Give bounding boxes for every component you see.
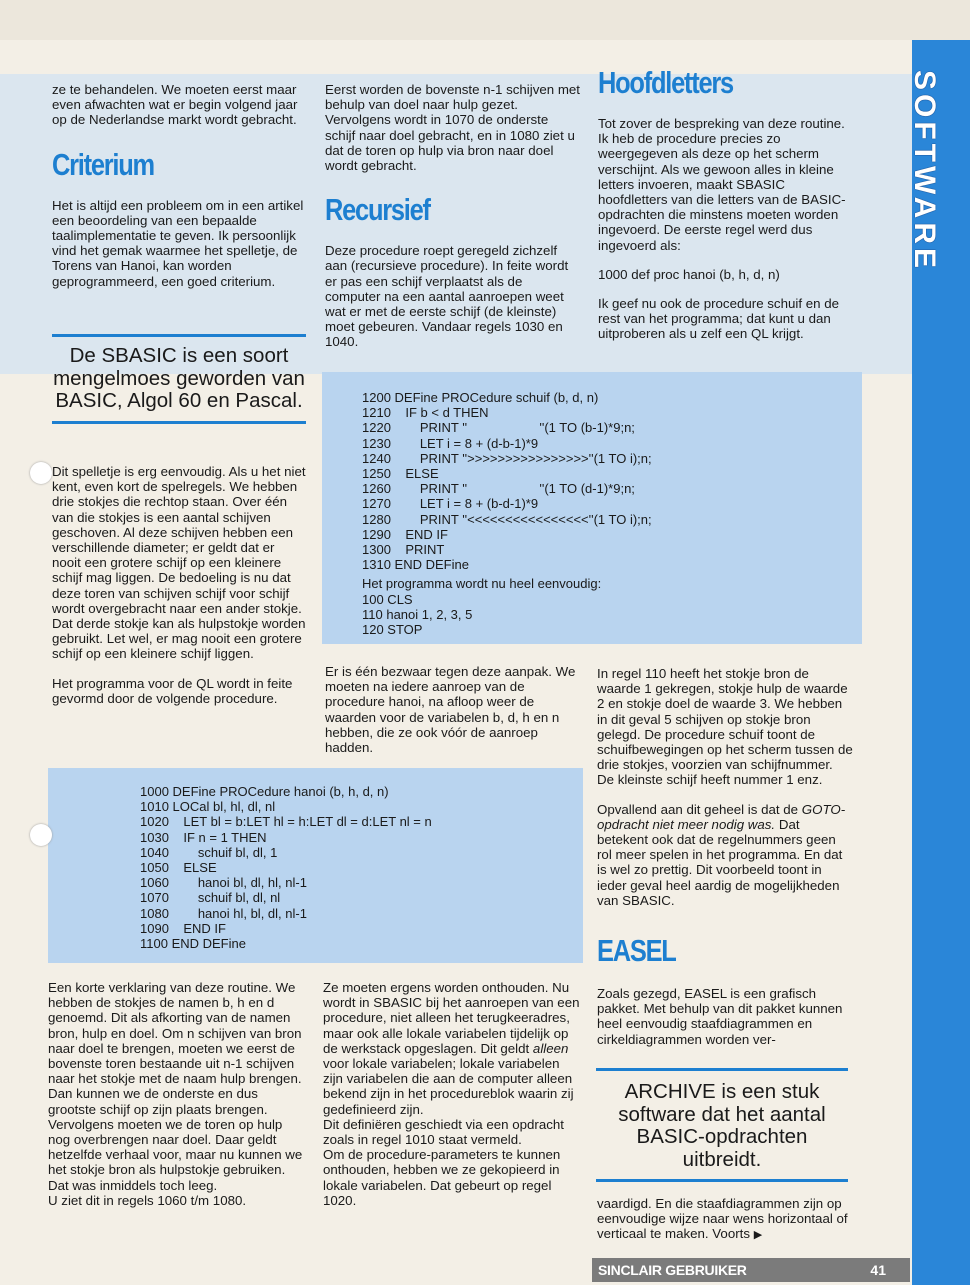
code-line: 100 CLS [362,591,413,607]
col2-paragraph-2: Deze procedure roept geregeld zichzelf aan (recursieve procedure). In feite wordt er pas een schijf verplaatst als de computer na een aantal aanroepen weet wat er met de eerste schijf (de kleinste) moet gebeuren. Vandaar regels 1030 en 1040. [325,243,569,350]
heading-criterium: Criterium [52,146,154,182]
code-line: 1310 END DEFine [362,557,469,573]
column-1-bottom [48,980,306,1222]
code-line: 1080 hanoi hl, bl, dl, nl-1 [140,905,307,921]
code-line: 1010 LOCal bl, hl, dl, nl [140,799,276,815]
col2-paragraph-6: Om de procedure-parameters te kunnen onthouden, hebben we ze gekopieerd in lokale variabelen. Dat gebeurt op regel 1020. [323,1147,561,1208]
col3-paragraph-1: Tot zover de bespreking van deze routine. Ik heb de procedure precies zo weergegeven als deze op het scherm verschijnt. Als we gewoon alles in kleine letters invoeren, maakt SBASIC hoofdletters van die letters van de BASIC-opdrachten die minstens moeten worden ingevoerd. De eerste regel werd dus ingevoerd als: [598,116,846,253]
page-footer [592,1258,910,1282]
code-line: 1230 LET i = 8 + (d-b-1)*9 [362,435,539,451]
code-line: 1070 schuif bl, dl, nl [140,890,281,906]
code-listing-schuif [362,390,652,637]
col1-paragraph-4: Een korte verklaring van deze routine. We hebben de stokjes de namen b, h en d genoemd. Dit als afkorting van de namen bron, hulp en doel. Om n schijven van bron naar doel te brengen, moeten we eerst de bovenste toren bestaande uit n-1 schijven naar het stokje met de naam hulp brengen. Dan kunnen we de onderste en dus grootste schijf op zijn plaats brengen. Vervolgens moeten we de toren op hulp nog overbrengen naar doel. Daar geldt hetzelfde verhaal voor, maar nu kunnen we het stokje bron als hulpstokje gebruiken. Dat was inmiddels toch leeg. [48,980,303,1193]
code-line: 1050 ELSE [140,860,217,876]
column-1 [52,82,306,303]
footer-magazine-name: SINCLAIR GEBRUIKER [598,1262,747,1278]
binder-hole-bottom [30,824,52,846]
code-line: 1090 END IF [140,920,226,936]
code-line: 1240 PRINT ''>>>>>>>>>>>>>>>>''(1 TO i);n; [362,450,652,466]
heading-hoofdletters: Hoofdletters [598,65,733,100]
code-line: 110 hanoi 1, 2, 3, 5 [362,606,473,622]
code-line: 120 STOP [362,622,423,638]
code-line: 1060 hanoi bl, dl, hl, nl-1 [140,875,307,891]
col1-intro: ze te behandelen. We moeten eerst maar even afwachten wat er begin volgend jaar op de Nederlandse markt wordt gebracht. [52,82,298,128]
code-line: 1030 IF n = 1 THEN [140,829,267,845]
col3-code-line: 1000 def proc hanoi (b, h, d, n) [598,266,780,282]
col2-paragraph-4: Ze moeten ergens worden onthouden. Nu wordt in SBASIC bij het aanroepen van een procedure, niet alleen het terugkeeradres, maar ook alle lokale variabelen tijdelijk op de werkstack opgeslagen. Dit geldt alleen voor lokale variabelen; lokale variabelen zijn variabelen die aan de computer alleen bekend zijn in het procedureblok waarin zij gedefinieerd zijn. [323,980,580,1117]
col3-paragraph-6: vaardigd. En die staafdiagrammen zijn op eenvoudige wijze naar wens horizontaal of verticaal te maken. Voorts ▶ [597,1196,848,1242]
column-1-lower [52,464,306,720]
code-line: 1100 END DEFine [140,936,246,952]
continue-arrow-icon: ▶ [753,1229,763,1242]
pull-quote-archive-rule-bottom [596,1179,848,1182]
pull-quote-sbasic [52,334,306,424]
column-2-mid [325,664,581,769]
col3-paragraph-3: In regel 110 heeft het stokje bron de waarde 1 gekregen, stokje hulp de waarde 2 en stokje doel de waarde 3. We hebben in dit geval 5 schijven op stokje bron gelegd. De procedure schuif toont de schuifbewegingen op het scherm tussen de drie stokjes, voorzien van schijfnummer. De kleinste schijf heeft nummer 1 enz. [597,666,853,788]
col3-paragraph-4: Opvallend aan dit geheel is dat de GOTO-opdracht niet meer nodig was. Dat betekent ook dat de regelnummers geen rol meer spelen in het programma. En dat is wel zo prettig. Dit voorbeeld toont in ieder geval heel aardig de mogelijkheden van SBASIC. [597,801,846,908]
code-line: 1280 PRINT ''<<<<<<<<<<<<<<<<''(1 TO i);n; [362,511,652,527]
code-line: 1200 DEFine PROCedure schuif (b, d, n) [362,390,599,405]
code-line: 1040 schuif bl, dl, 1 [140,844,278,860]
code-line: 1210 IF b < d THEN [362,405,489,421]
col2-paragraph-1: Eerst worden de bovenste n-1 schijven met behulp van doel naar hulp gezet. Vervolgens wordt in 1070 de onderste schijf naar doel gebracht, en in 1080 ziet u dat de toren op hulp via bron naar doel wordt gebracht. [325,82,580,174]
emphasis-alleen: alleen [532,1040,569,1056]
code-line: 1220 PRINT '' ''(1 TO (b-1)*9;n; [362,420,635,436]
heading-easel: EASEL [597,933,676,969]
code-line: 1260 PRINT '' ''(1 TO (d-1)*9;n; [362,481,635,497]
code-listing-hanoi [140,784,432,951]
pull-quote-text: De SBASIC is een soort mengelmoes geworden van BASIC, Algol 60 en Pascal. [53,344,305,412]
code-box-schuif [322,372,862,644]
code-line: 1290 END IF [362,526,448,542]
column-2-bottom [323,980,581,1222]
heading-recursief: Recursief [325,192,430,228]
column-3-mid [597,666,853,1061]
code-line: 1270 LET i = 8 + (b-d-1)*9 [362,496,539,512]
footer-page-number: 41 [870,1262,886,1278]
pull-quote-archive-text: ARCHIVE is een stuk software dat het aantal BASIC-opdrachten uitbreidt. [618,1080,826,1171]
col2-paragraph-3: Er is één bezwaar tegen deze aanpak. We moeten na iedere aanroep van de procedure hanoi, na afloop weer de waarden voor de variabelen b, d, h en n hebben, die ze ook vóór de aanroep hadden. [325,664,576,756]
column-3 [598,66,854,356]
binder-hole-top [30,462,52,484]
emphasis-goto: GOTO-opdracht niet meer nodig was. [597,801,846,832]
previous-page-bleed [0,0,970,40]
col1-paragraph-2: Dit spelletje is erg eenvoudig. Als u het niet kent, even kort de spelregels. We hebben drie stokjes die rechtop staan. Over één van die stokjes is een aantal schijven geschoven. Al deze schijven hebben een verschillende diameter; er geldt dat er nooit een grotere schijf op een kleinere schijf mag liggen. De bedoeling is nu dat deze toren van schijven schijf voor schijf wordt overgebracht naar een ander stokje. Dat derde stokje kan als hulpstokje worden gebruikt. Let wel, er mag nooit een grotere schijf op een kleinere schijf liggen. [52,464,306,662]
col3-paragraph-5: Zoals gezegd, EASEL is een grafisch pakket. Met behulp van dit pakket kunnen heel eenvoudig staafdiagrammen en cirkeldiagrammen worden ver- [597,986,843,1047]
column-2 [325,82,581,364]
code-main-intro: Het programma wordt nu heel eenvoudig: [362,576,602,592]
column-3-bottom [597,1196,853,1258]
col2-paragraph-5: Dit definiëren geschiedt via een opdracht zoals in regel 1010 staat vermeld. [323,1116,564,1148]
code-line: 1250 ELSE [362,466,439,482]
section-tab-label: SOFTWARE [908,70,941,272]
col3-paragraph-2: Ik geef nu ook de procedure schuif en de rest van het programma; dat kunt u dan uitproberen als u zelf een QL krijgt. [598,296,839,342]
code-box-hanoi [48,768,583,963]
code-line: 1300 PRINT [362,542,445,558]
code-line: 1000 DEFine PROCedure hanoi (b, h, d, n) [140,784,389,799]
col1-paragraph-1: Het is altijd een probleem om in een artikel een beoordeling van een bepaalde taalimplementatie te geven. Ik persoonlijk vind het gemak waarmee het spelletje, de Torens van Hanoi, kan worden geprogrammeerd, een goed criterium. [52,197,304,289]
col1-paragraph-3: Het programma voor de QL wordt in feite gevormd door de volgende procedure. [52,675,293,706]
pull-quote-rule-bottom [52,421,306,424]
code-line: 1020 LET bl = b:LET hl = h:LET dl = d:LET nl = n [140,814,432,830]
pull-quote-archive [596,1068,848,1182]
col1-paragraph-5: U ziet dit in regels 1060 t/m 1080. [48,1192,247,1208]
